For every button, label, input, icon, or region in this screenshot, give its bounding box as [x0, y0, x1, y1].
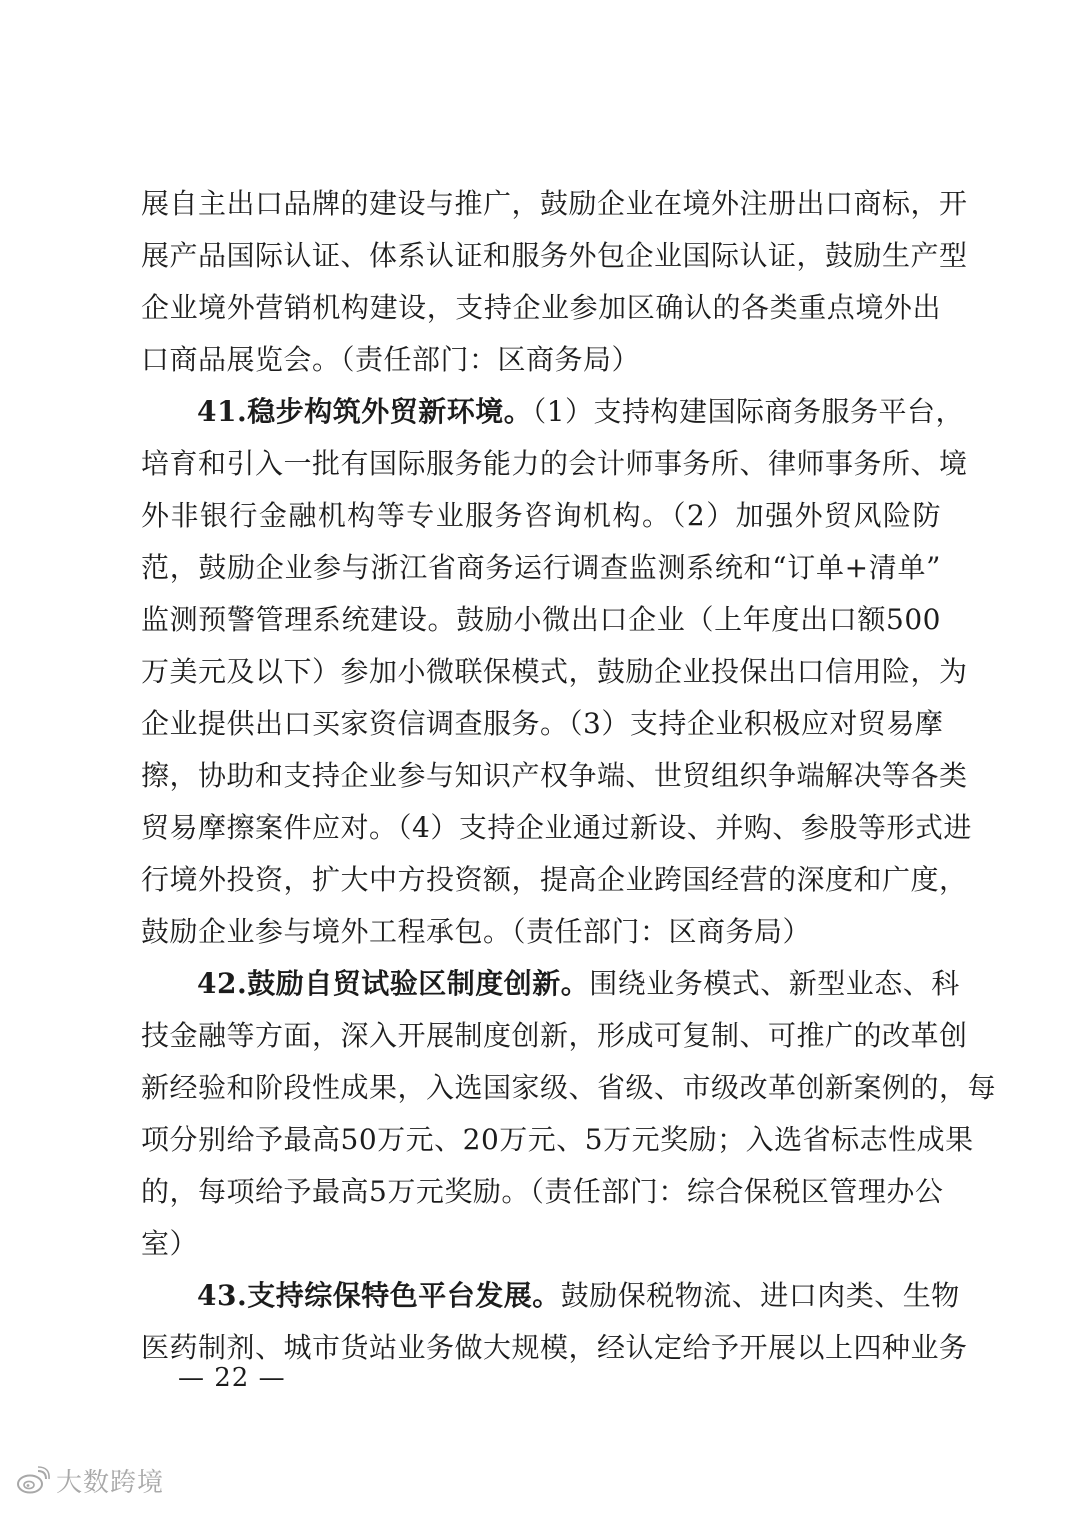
text-line: 的，每项给予最高5万元奖励。（责任部门：综合保税区管理办公 [141, 1175, 944, 1208]
weibo-logo-icon [16, 1465, 50, 1495]
text-line: 新经验和阶段性成果，入选国家级、省级、市级改革创新案例的，每 [141, 1071, 997, 1104]
item-43-first-line-text: 鼓励保税物流、进口肉类、生物 [560, 1279, 960, 1312]
page-number: — 22 — [178, 1363, 286, 1393]
text-line: 项分别给予最高50万元、20万元、5万元奖励；入选省标志性成果 [141, 1123, 974, 1156]
item-42-first-line [141, 958, 960, 1010]
text-line: 展自主出口品牌的建设与推广，鼓励企业在境外注册出口商标，开 [141, 187, 968, 220]
text-line: 医药制剂、城市货站业务做大规模，经认定给予开展以上四种业务 [141, 1331, 968, 1364]
text-line: 企业提供出口买家资信调查服务。（3）支持企业积极应对贸易摩 [141, 707, 944, 740]
item-43-first-line [141, 1270, 960, 1322]
text-line: 培育和引入一批有国际服务能力的会计师事务所、律师事务所、境 [141, 447, 968, 480]
item-41-first-line [141, 386, 965, 438]
text-line: 室） [141, 1227, 199, 1260]
text-line: 鼓励企业参与境外工程承包。（责任部门：区商务局） [141, 915, 812, 948]
item-43-heading: 43.支持综保特色平台发展。 [197, 1279, 561, 1312]
text-line: 行境外投资，扩大中方投资额，提高企业跨国经营的深度和广度， [141, 863, 968, 896]
item-42-first-line-text: 围绕业务模式、新型业态、科 [589, 967, 960, 1000]
item-41-first-line-text: （1）支持构建国际商务服务平台， [532, 395, 965, 428]
text-line: 企业境外营销机构建设，支持企业参加区确认的各类重点境外出 [141, 291, 941, 324]
text-line: 监测预警管理系统建设。鼓励小微出口企业（上年度出口额500 [141, 603, 941, 636]
text-line: 展产品国际认证、体系认证和服务外包企业国际认证，鼓励生产型 [141, 239, 968, 272]
watermark [16, 1456, 164, 1504]
text-line: 贸易摩擦案件应对。（4）支持企业通过新设、并购、参股等形式进 [141, 811, 972, 844]
document-body [141, 178, 997, 1374]
item-41-heading: 41.稳步构筑外贸新环境。 [197, 395, 533, 428]
text-line: 万美元及以下）参加小微联保模式，鼓励企业投保出口信用险，为 [141, 655, 968, 688]
watermark-text: 大数跨境 [56, 1467, 165, 1498]
item-42-heading: 42.鼓励自贸试验区制度创新。 [197, 967, 590, 1000]
text-line: 技金融等方面，深入开展制度创新，形成可复制、可推广的改革创 [141, 1019, 968, 1052]
text-line: 口商品展览会。（责任部门：区商务局） [141, 343, 641, 376]
text-line: 擦，协助和支持企业参与知识产权争端、世贸组织争端解决等各类 [141, 759, 968, 792]
text-line: 外非银行金融机构等专业服务咨询机构。（2）加强外贸风险防 [141, 499, 941, 532]
text-line: 范，鼓励企业参与浙江省商务运行调查监测系统和“订单+清单” [141, 551, 941, 584]
